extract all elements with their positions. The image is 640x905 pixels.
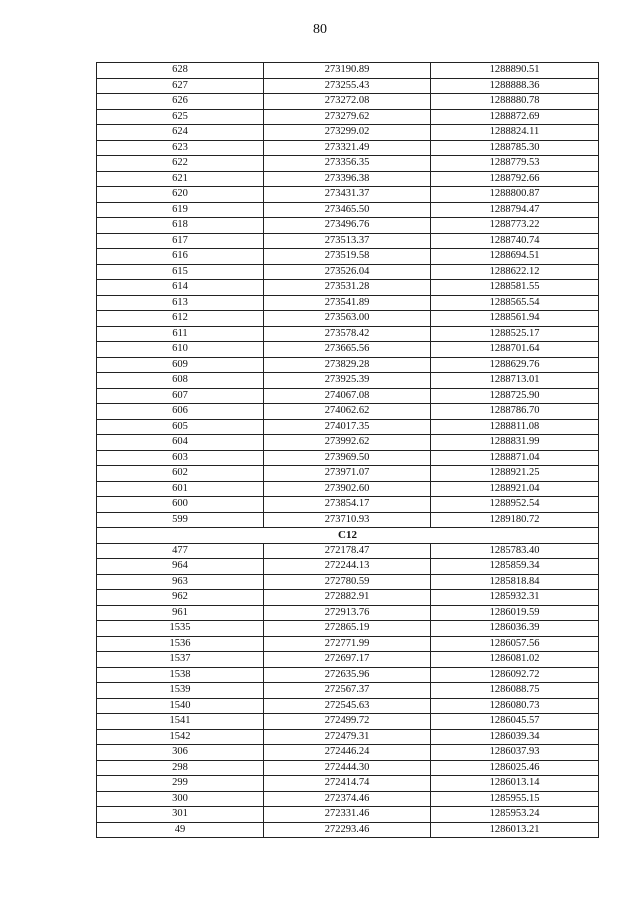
point-number-cell: 1537 — [97, 652, 264, 668]
y-coordinate-cell: 1286013.21 — [431, 822, 599, 838]
table-row — [97, 497, 599, 513]
y-coordinate-cell: 1285818.84 — [431, 574, 599, 590]
y-coordinate-cell: 1286057.56 — [431, 636, 599, 652]
x-coordinate-cell: 273431.37 — [264, 187, 431, 203]
x-coordinate-cell: 273854.17 — [264, 497, 431, 513]
point-number-cell: 603 — [97, 450, 264, 466]
x-coordinate-cell: 273272.08 — [264, 94, 431, 110]
x-coordinate-cell: 272882.91 — [264, 590, 431, 606]
x-coordinate-cell: 273519.58 — [264, 249, 431, 265]
x-coordinate-cell: 273710.93 — [264, 512, 431, 528]
page-number: 80 — [313, 22, 327, 37]
x-coordinate-cell: 273513.37 — [264, 233, 431, 249]
table-row — [97, 543, 599, 559]
x-coordinate-cell: 273299.02 — [264, 125, 431, 141]
table-row — [97, 357, 599, 373]
point-number-cell: 602 — [97, 466, 264, 482]
table-row — [97, 807, 599, 823]
x-coordinate-cell: 272771.99 — [264, 636, 431, 652]
y-coordinate-cell: 1288565.54 — [431, 295, 599, 311]
table-row — [97, 156, 599, 172]
point-number-cell: 1539 — [97, 683, 264, 699]
table-row — [97, 760, 599, 776]
table-row — [97, 109, 599, 125]
y-coordinate-cell: 1285859.34 — [431, 559, 599, 575]
x-coordinate-cell: 272293.46 — [264, 822, 431, 838]
point-number-cell: 1541 — [97, 714, 264, 730]
x-coordinate-cell: 273279.62 — [264, 109, 431, 125]
table-row — [97, 590, 599, 606]
x-coordinate-cell: 273496.76 — [264, 218, 431, 234]
point-number-cell: 610 — [97, 342, 264, 358]
table-row — [97, 791, 599, 807]
y-coordinate-cell: 1286039.34 — [431, 729, 599, 745]
point-number-cell: 622 — [97, 156, 264, 172]
y-coordinate-cell: 1288824.11 — [431, 125, 599, 141]
y-coordinate-cell: 1288831.99 — [431, 435, 599, 451]
point-number-cell: 616 — [97, 249, 264, 265]
table-row — [97, 94, 599, 110]
y-coordinate-cell: 1288888.36 — [431, 78, 599, 94]
x-coordinate-cell: 273465.50 — [264, 202, 431, 218]
point-number-cell: 612 — [97, 311, 264, 327]
y-coordinate-cell: 1288561.94 — [431, 311, 599, 327]
x-coordinate-cell: 272697.17 — [264, 652, 431, 668]
table-row — [97, 311, 599, 327]
table-row — [97, 218, 599, 234]
table-row — [97, 559, 599, 575]
x-coordinate-cell: 273190.89 — [264, 63, 431, 79]
point-number-cell: 962 — [97, 590, 264, 606]
table-row — [97, 63, 599, 79]
table-row — [97, 140, 599, 156]
point-number-cell: 623 — [97, 140, 264, 156]
table-row — [97, 342, 599, 358]
x-coordinate-cell: 272414.74 — [264, 776, 431, 792]
table-row — [97, 187, 599, 203]
y-coordinate-cell: 1286045.57 — [431, 714, 599, 730]
x-coordinate-cell: 273541.89 — [264, 295, 431, 311]
y-coordinate-cell: 1286025.46 — [431, 760, 599, 776]
table-row — [97, 698, 599, 714]
point-number-cell: 1540 — [97, 698, 264, 714]
table-row — [97, 481, 599, 497]
point-number-cell: 606 — [97, 404, 264, 420]
y-coordinate-cell: 1288785.30 — [431, 140, 599, 156]
point-number-cell: 600 — [97, 497, 264, 513]
y-coordinate-cell: 1285953.24 — [431, 807, 599, 823]
x-coordinate-cell: 272178.47 — [264, 543, 431, 559]
table-row — [97, 435, 599, 451]
point-number-cell: 477 — [97, 543, 264, 559]
point-number-cell: 618 — [97, 218, 264, 234]
point-number-cell: 599 — [97, 512, 264, 528]
point-number-cell: 614 — [97, 280, 264, 296]
point-number-cell: 1535 — [97, 621, 264, 637]
point-number-cell: 300 — [97, 791, 264, 807]
point-number-cell: 628 — [97, 63, 264, 79]
x-coordinate-cell: 273992.62 — [264, 435, 431, 451]
y-coordinate-cell: 1286019.59 — [431, 605, 599, 621]
y-coordinate-cell: 1289180.72 — [431, 512, 599, 528]
x-coordinate-cell: 273321.49 — [264, 140, 431, 156]
point-number-cell: 299 — [97, 776, 264, 792]
y-coordinate-cell: 1286092.72 — [431, 667, 599, 683]
y-coordinate-cell: 1288786.70 — [431, 404, 599, 420]
point-number-cell: 605 — [97, 419, 264, 435]
point-number-cell: 604 — [97, 435, 264, 451]
y-coordinate-cell: 1286036.39 — [431, 621, 599, 637]
y-coordinate-cell: 1286037.93 — [431, 745, 599, 761]
y-coordinate-cell: 1288581.55 — [431, 280, 599, 296]
point-number-cell: 963 — [97, 574, 264, 590]
y-coordinate-cell: 1286081.02 — [431, 652, 599, 668]
y-coordinate-cell: 1288629.76 — [431, 357, 599, 373]
y-coordinate-cell: 1286088.75 — [431, 683, 599, 699]
y-coordinate-cell: 1288921.04 — [431, 481, 599, 497]
point-number-cell: 1536 — [97, 636, 264, 652]
x-coordinate-cell: 273356.35 — [264, 156, 431, 172]
x-coordinate-cell: 273563.00 — [264, 311, 431, 327]
y-coordinate-cell: 1288871.04 — [431, 450, 599, 466]
y-coordinate-cell: 1288921.25 — [431, 466, 599, 482]
point-number-cell: 964 — [97, 559, 264, 575]
table-row — [97, 714, 599, 730]
x-coordinate-cell: 272499.72 — [264, 714, 431, 730]
table-row — [97, 667, 599, 683]
x-coordinate-cell: 273526.04 — [264, 264, 431, 280]
x-coordinate-cell: 274067.08 — [264, 388, 431, 404]
y-coordinate-cell: 1288725.90 — [431, 388, 599, 404]
table-row — [97, 636, 599, 652]
y-coordinate-cell: 1285783.40 — [431, 543, 599, 559]
table-row — [97, 652, 599, 668]
table-row — [97, 326, 599, 342]
table-row — [97, 605, 599, 621]
point-number-cell: 298 — [97, 760, 264, 776]
table-row — [97, 404, 599, 420]
table-row — [97, 419, 599, 435]
point-number-cell: 961 — [97, 605, 264, 621]
x-coordinate-cell: 272444.30 — [264, 760, 431, 776]
table-row — [97, 512, 599, 528]
point-number-cell: 619 — [97, 202, 264, 218]
y-coordinate-cell: 1288794.47 — [431, 202, 599, 218]
x-coordinate-cell: 273396.38 — [264, 171, 431, 187]
y-coordinate-cell: 1288525.17 — [431, 326, 599, 342]
table-row — [97, 729, 599, 745]
table-row — [97, 450, 599, 466]
point-number-cell: 617 — [97, 233, 264, 249]
point-number-cell: 621 — [97, 171, 264, 187]
table-row — [97, 388, 599, 404]
y-coordinate-cell: 1286080.73 — [431, 698, 599, 714]
coordinates-table-body — [97, 63, 599, 838]
point-number-cell: 301 — [97, 807, 264, 823]
x-coordinate-cell: 273531.28 — [264, 280, 431, 296]
y-coordinate-cell: 1288773.22 — [431, 218, 599, 234]
table-row — [97, 295, 599, 311]
table-row — [97, 125, 599, 141]
point-number-cell: 615 — [97, 264, 264, 280]
y-coordinate-cell: 1288622.12 — [431, 264, 599, 280]
x-coordinate-cell: 273969.50 — [264, 450, 431, 466]
table-row — [97, 249, 599, 265]
y-coordinate-cell: 1288872.69 — [431, 109, 599, 125]
point-number-cell: 608 — [97, 373, 264, 389]
point-number-cell: 627 — [97, 78, 264, 94]
x-coordinate-cell: 272545.63 — [264, 698, 431, 714]
point-number-cell: 49 — [97, 822, 264, 838]
x-coordinate-cell: 272780.59 — [264, 574, 431, 590]
point-number-cell: 306 — [97, 745, 264, 761]
y-coordinate-cell: 1288694.51 — [431, 249, 599, 265]
y-coordinate-cell: 1288713.01 — [431, 373, 599, 389]
y-coordinate-cell: 1288792.66 — [431, 171, 599, 187]
table-row — [97, 233, 599, 249]
point-number-cell: 609 — [97, 357, 264, 373]
table-row — [97, 171, 599, 187]
point-number-cell: 624 — [97, 125, 264, 141]
y-coordinate-cell: 1288952.54 — [431, 497, 599, 513]
x-coordinate-cell: 274017.35 — [264, 419, 431, 435]
y-coordinate-cell: 1288800.87 — [431, 187, 599, 203]
x-coordinate-cell: 272374.46 — [264, 791, 431, 807]
table-row — [97, 574, 599, 590]
x-coordinate-cell: 274062.62 — [264, 404, 431, 420]
table-row — [97, 202, 599, 218]
table-row — [97, 264, 599, 280]
x-coordinate-cell: 272865.19 — [264, 621, 431, 637]
section-header: C12 — [97, 528, 599, 544]
point-number-cell: 625 — [97, 109, 264, 125]
x-coordinate-cell: 273255.43 — [264, 78, 431, 94]
y-coordinate-cell: 1288779.53 — [431, 156, 599, 172]
point-number-cell: 613 — [97, 295, 264, 311]
x-coordinate-cell: 272446.24 — [264, 745, 431, 761]
x-coordinate-cell: 273665.56 — [264, 342, 431, 358]
table-row — [97, 466, 599, 482]
table-row — [97, 621, 599, 637]
y-coordinate-cell: 1286013.14 — [431, 776, 599, 792]
y-coordinate-cell: 1288880.78 — [431, 94, 599, 110]
y-coordinate-cell: 1288890.51 — [431, 63, 599, 79]
point-number-cell: 626 — [97, 94, 264, 110]
table-row — [97, 280, 599, 296]
x-coordinate-cell: 273829.28 — [264, 357, 431, 373]
table-row — [97, 776, 599, 792]
table-row — [97, 78, 599, 94]
x-coordinate-cell: 272567.37 — [264, 683, 431, 699]
x-coordinate-cell: 272913.76 — [264, 605, 431, 621]
point-number-cell: 1538 — [97, 667, 264, 683]
table-row — [97, 822, 599, 838]
x-coordinate-cell: 273578.42 — [264, 326, 431, 342]
point-number-cell: 607 — [97, 388, 264, 404]
x-coordinate-cell: 272479.31 — [264, 729, 431, 745]
point-number-cell: 1542 — [97, 729, 264, 745]
y-coordinate-cell: 1288811.08 — [431, 419, 599, 435]
table-row — [97, 745, 599, 761]
coordinates-table — [96, 62, 599, 838]
point-number-cell: 601 — [97, 481, 264, 497]
x-coordinate-cell: 272635.96 — [264, 667, 431, 683]
x-coordinate-cell: 272244.13 — [264, 559, 431, 575]
table-row — [97, 683, 599, 699]
table-row — [97, 373, 599, 389]
y-coordinate-cell: 1288701.64 — [431, 342, 599, 358]
y-coordinate-cell: 1285932.31 — [431, 590, 599, 606]
point-number-cell: 620 — [97, 187, 264, 203]
x-coordinate-cell: 273902.60 — [264, 481, 431, 497]
x-coordinate-cell: 272331.46 — [264, 807, 431, 823]
y-coordinate-cell: 1285955.15 — [431, 791, 599, 807]
x-coordinate-cell: 273925.39 — [264, 373, 431, 389]
point-number-cell: 611 — [97, 326, 264, 342]
x-coordinate-cell: 273971.07 — [264, 466, 431, 482]
section-header-row — [97, 528, 599, 544]
y-coordinate-cell: 1288740.74 — [431, 233, 599, 249]
